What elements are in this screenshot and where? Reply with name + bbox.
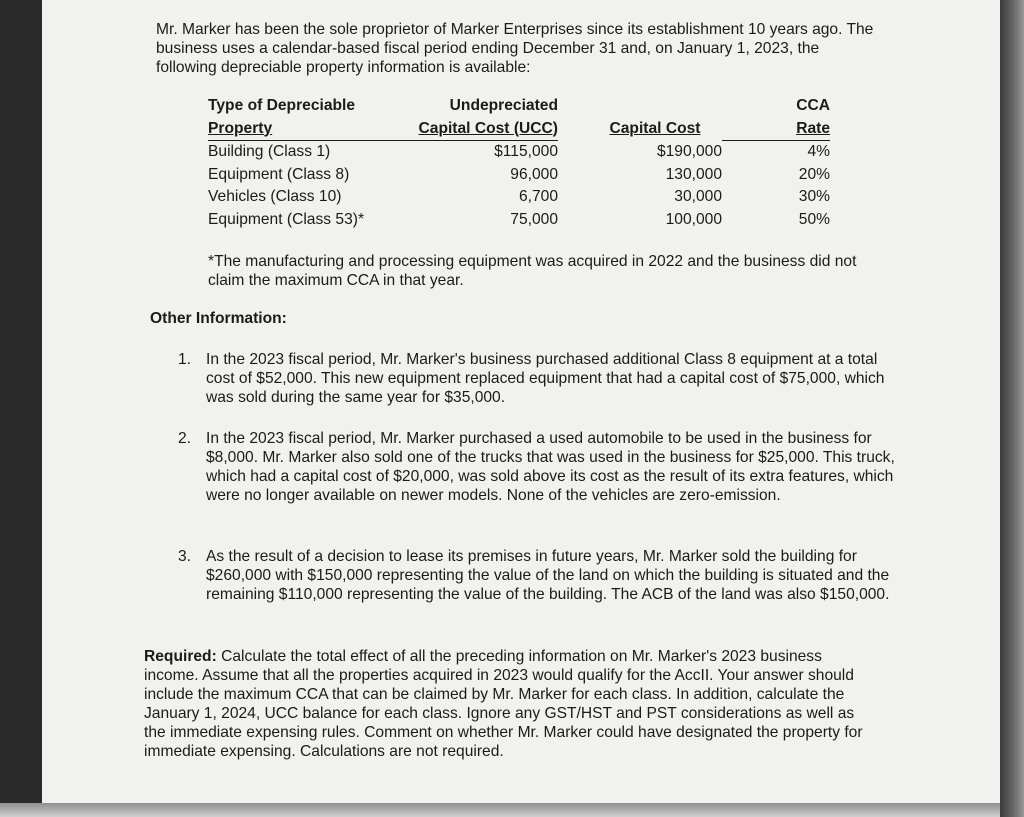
intro-paragraph: Mr. Marker has been the sole proprietor of Marker Enterprises since its establishment 10 years ago. The business uses a calendar-based fiscal period ending December 31 and, on January 1, 2023, the following depreciable property information is available: [156, 21, 874, 76]
required-text: Calculate the total effect of all the preceding information on Mr. Marker's 2023 business income. Assume that all the properties acquired in 2023 would qualify for the AccII. Your answer should include the maximum CCA that can be claimed by Mr. Marker for each class. In addition, calculate the January 1, 2024, UCC balance for each class. Ignore any GST/HST and PST considerations as well as the immediate expensing rules. Comment on whether Mr. Marker could have designated the property for immediate expensing. Calculations are not required. [144, 648, 863, 760]
list-item-text: In the 2023 fiscal period, Mr. Marker purchased a used automobile to be used in the business for $8,000. Mr. Marker also sold one of the trucks that was used in the business for $25,000. This truck, which had a capital cost of $20,000, was sold above its cost as the result of its extra features, which were no longer available on newer models. None of the vehicles are zero-emission. [206, 430, 895, 504]
table-row: Equipment (Class 53)* 75,000 100,000 50% [208, 210, 830, 228]
table-row: Vehicles (Class 10) 6,700 30,000 30% [208, 188, 830, 205]
list-item-number: 2. [178, 430, 192, 447]
table-header-row-2: Property Capital Cost (UCC) Capital Cost Rate [208, 118, 830, 141]
list-item-number: 3. [178, 548, 192, 565]
depreciable-property-table [208, 95, 830, 231]
table-header-row [208, 95, 830, 118]
header-ucc: Undepreciated [449, 97, 558, 114]
document-page [42, 0, 1000, 803]
table-row: Equipment (Class 8) 96,000 130,000 20% [208, 165, 830, 183]
list-item-text: As the result of a decision to lease its premises in future years, Mr. Marker sold the building for $260,000 with $150,000 representing the value of the land on which the building is situated and the remaining $110,000 representing the value of the building. The ACB of the land was also $150,000. [206, 548, 890, 603]
list-item-text: In the 2023 fiscal period, Mr. Marker's business purchased additional Class 8 equipment at a total cost of $52,000. This new equipment replaced equipment that had a capital cost of $75,000, which was sold during the same year for $35,000. [206, 351, 885, 406]
background-edge-right [1000, 0, 1024, 817]
required-label: Required: [144, 648, 217, 665]
list-item-number: 1. [178, 351, 192, 368]
header-type: Type of Depreciable [208, 97, 356, 114]
background-edge-bottom [0, 803, 1000, 817]
other-information-heading: Other Information: [150, 310, 287, 327]
table-footnote: *The manufacturing and processing equipment was acquired in 2022 and the business did not claim the maximum CCA in that year. [208, 253, 857, 289]
header-rate: CCA [796, 97, 830, 114]
table-row: Building (Class 1) $115,000 $190,000 4% [208, 142, 830, 160]
required-paragraph [144, 647, 879, 761]
